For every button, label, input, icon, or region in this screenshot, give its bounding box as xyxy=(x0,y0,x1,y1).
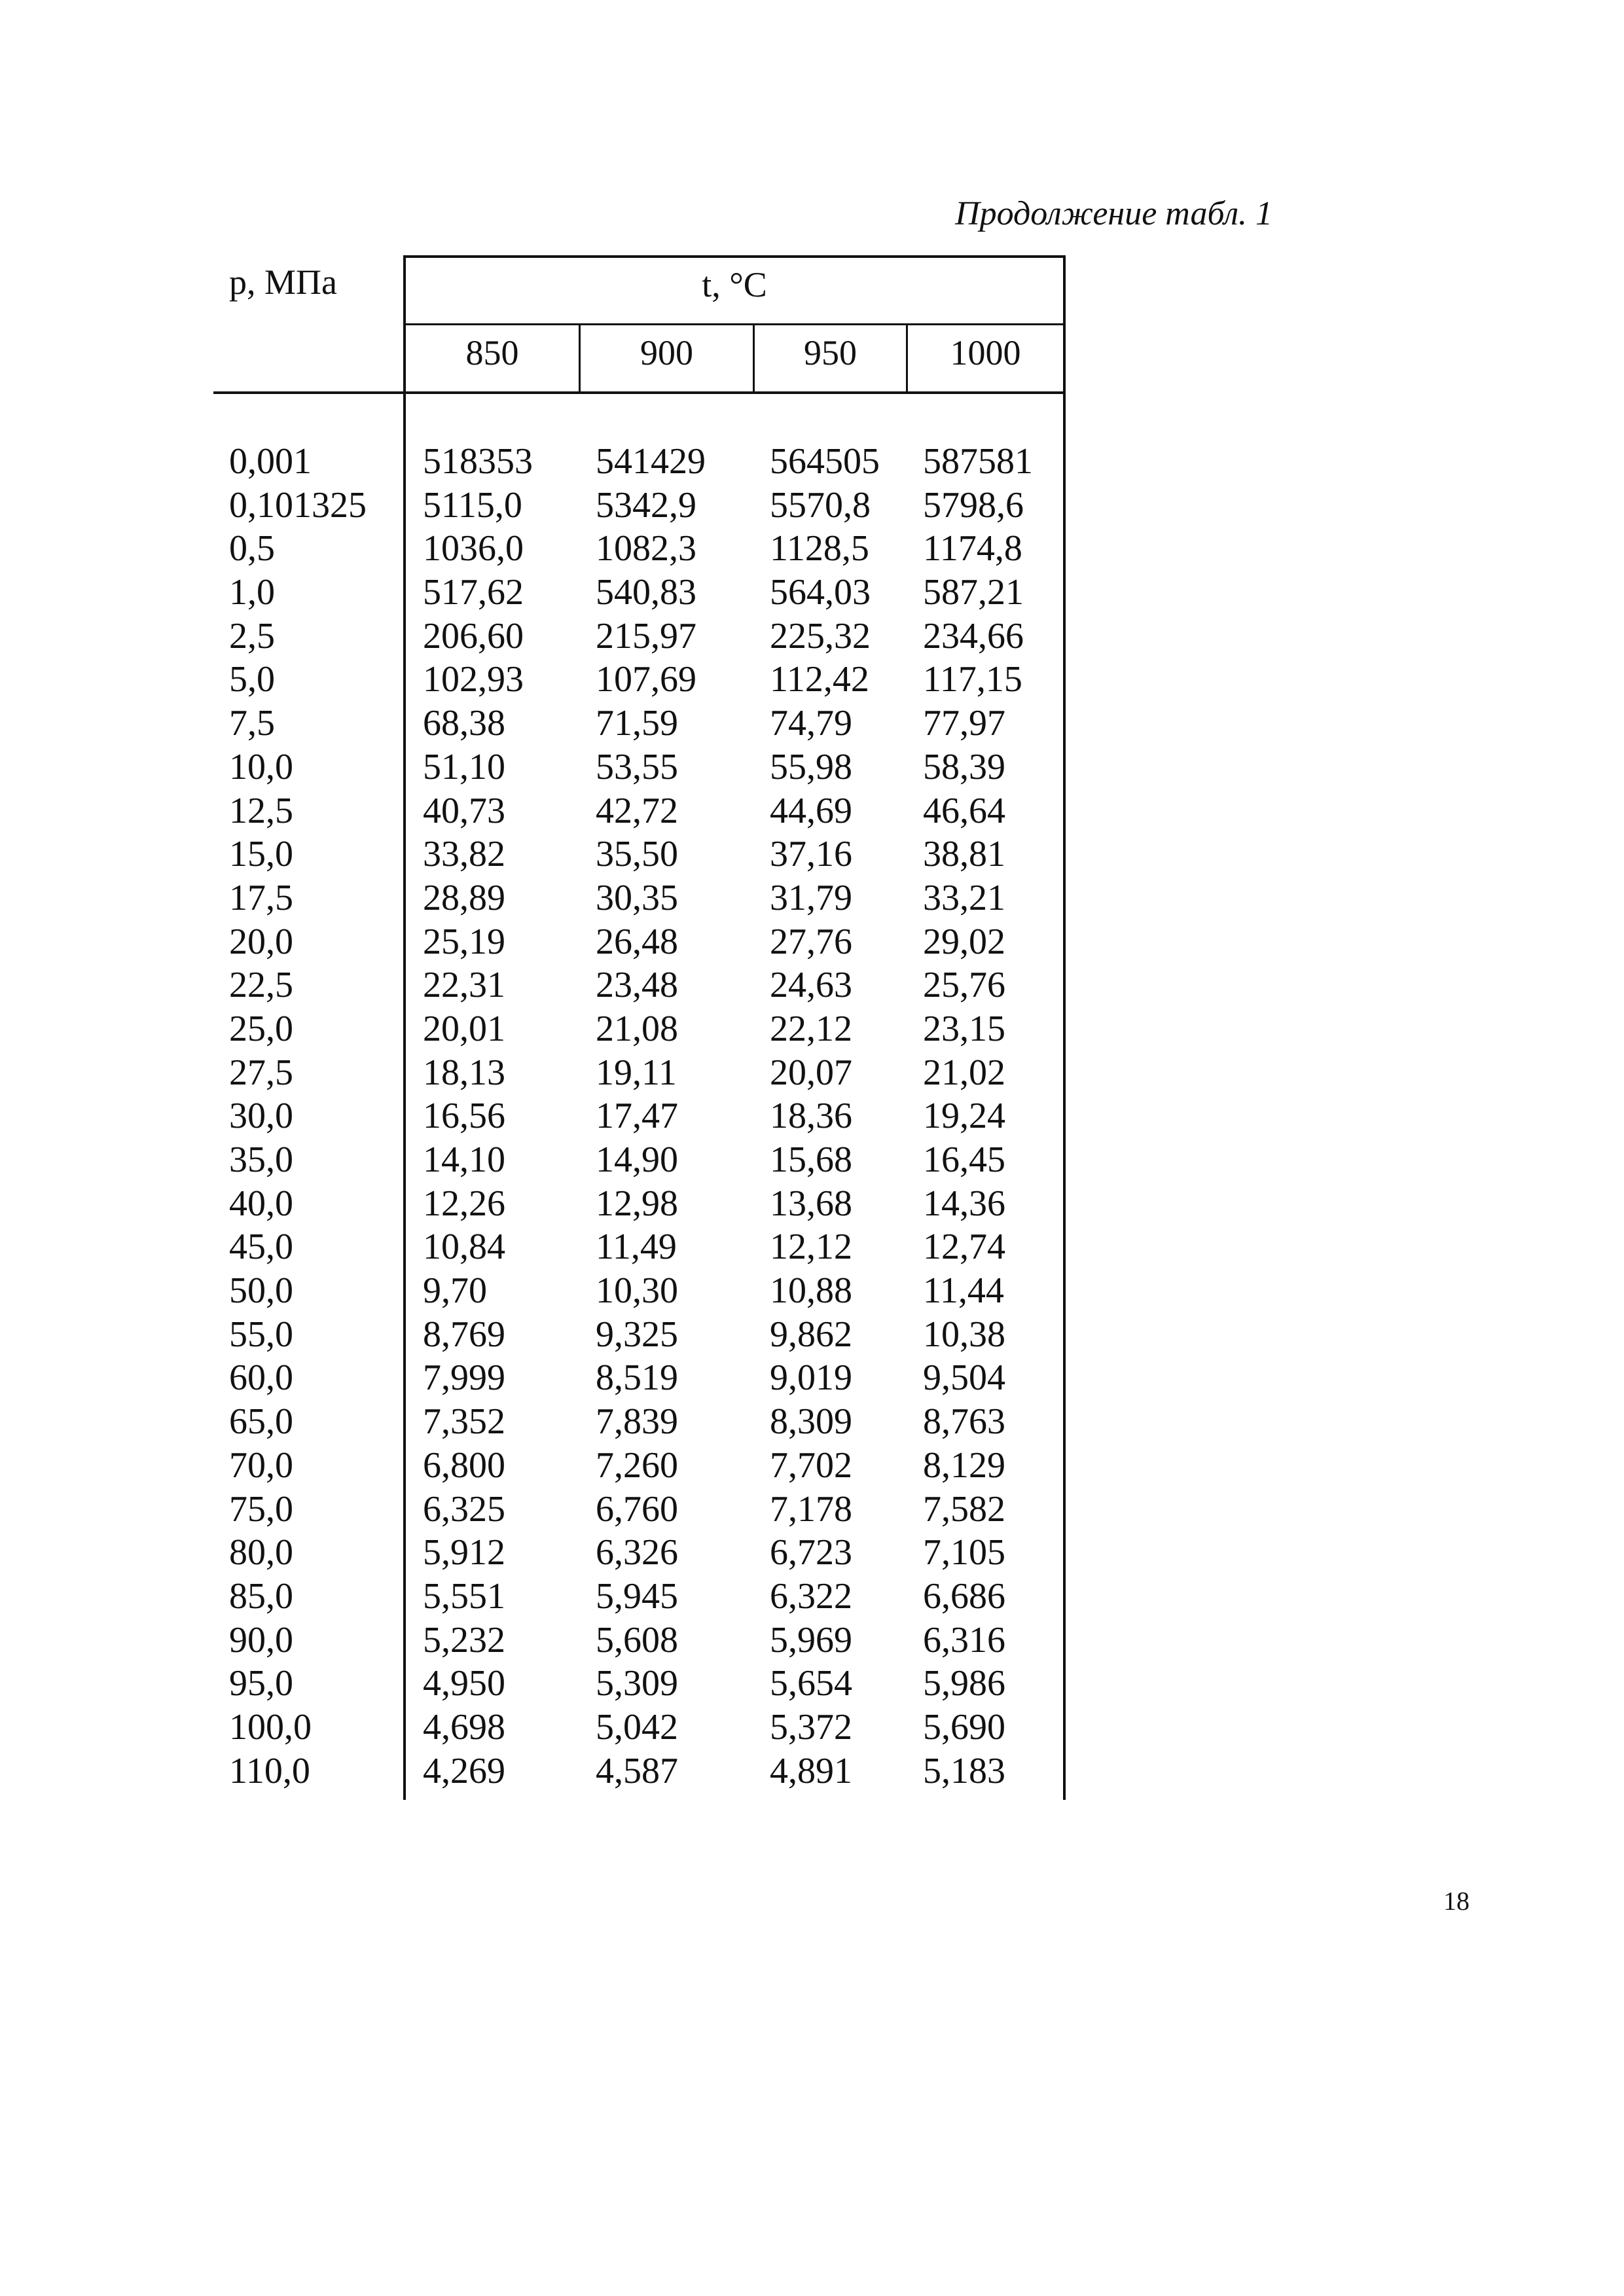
value-950-cell: 10,88 xyxy=(770,1270,852,1312)
value-1000-cell: 117,15 xyxy=(923,659,1022,700)
value-900-cell: 71,59 xyxy=(596,703,678,744)
value-900-cell: 541429 xyxy=(596,441,706,482)
table-row xyxy=(213,789,1064,833)
value-950-cell: 4,891 xyxy=(770,1750,852,1791)
pressure-cell: 30,0 xyxy=(229,1096,293,1137)
table-row xyxy=(213,1313,1064,1357)
value-950-cell: 18,36 xyxy=(770,1096,852,1137)
pressure-cell: 1,0 xyxy=(229,572,275,613)
table-row xyxy=(213,1269,1064,1313)
value-850-cell: 7,999 xyxy=(423,1357,505,1399)
value-1000-cell: 12,74 xyxy=(923,1227,1005,1268)
value-1000-cell: 14,36 xyxy=(923,1183,1005,1224)
value-1000-cell: 46,64 xyxy=(923,790,1005,831)
pressure-column-header: p, МПа xyxy=(229,262,337,302)
pressure-cell: 15,0 xyxy=(229,834,293,875)
value-850-cell: 4,269 xyxy=(423,1750,505,1791)
value-850-cell: 25,19 xyxy=(423,921,505,962)
value-850-cell: 5,551 xyxy=(423,1575,505,1617)
value-850-cell: 4,698 xyxy=(423,1706,505,1748)
table-row xyxy=(213,702,1064,745)
value-900-cell: 42,72 xyxy=(596,790,678,831)
table-row xyxy=(213,963,1064,1007)
pressure-cell: 0,001 xyxy=(229,441,312,482)
value-1000-cell: 7,105 xyxy=(923,1532,1005,1573)
value-850-cell: 6,325 xyxy=(423,1488,505,1530)
value-950-cell: 20,07 xyxy=(770,1052,852,1093)
value-1000-cell: 234,66 xyxy=(923,615,1024,656)
value-1000-cell: 7,582 xyxy=(923,1488,1005,1530)
value-1000-cell: 33,21 xyxy=(923,877,1005,918)
value-900-cell: 5,309 xyxy=(596,1663,678,1704)
value-850-cell: 16,56 xyxy=(423,1096,505,1137)
value-850-cell: 206,60 xyxy=(423,615,524,656)
pressure-cell: 2,5 xyxy=(229,615,275,656)
pressure-cell: 65,0 xyxy=(229,1401,293,1443)
value-950-cell: 5,969 xyxy=(770,1619,852,1660)
value-900-cell: 5,945 xyxy=(596,1575,678,1617)
value-1000-cell: 6,316 xyxy=(923,1619,1005,1660)
table-row xyxy=(213,1444,1064,1488)
value-850-cell: 5115,0 xyxy=(423,484,522,526)
value-850-cell: 10,84 xyxy=(423,1227,505,1268)
table-row xyxy=(213,1619,1064,1662)
value-850-cell: 18,13 xyxy=(423,1052,505,1093)
value-900-cell: 7,260 xyxy=(596,1444,678,1486)
value-850-cell: 33,82 xyxy=(423,834,505,875)
table-row xyxy=(213,1488,1064,1532)
pressure-cell: 25,0 xyxy=(229,1008,293,1049)
table-top-rule xyxy=(406,255,1066,258)
value-850-cell: 68,38 xyxy=(423,703,505,744)
value-1000-cell: 5,986 xyxy=(923,1663,1005,1704)
value-900-cell: 7,839 xyxy=(596,1401,678,1443)
value-900-cell: 12,98 xyxy=(596,1183,678,1224)
value-850-cell: 40,73 xyxy=(423,790,505,831)
value-1000-cell: 25,76 xyxy=(923,965,1005,1006)
value-900-cell: 23,48 xyxy=(596,965,678,1006)
value-950-cell: 564505 xyxy=(770,441,880,482)
value-900-cell: 10,30 xyxy=(596,1270,678,1312)
pressure-cell: 100,0 xyxy=(229,1706,312,1748)
table-row xyxy=(213,1749,1064,1793)
page-number: 18 xyxy=(1443,1886,1470,1916)
value-950-cell: 1128,5 xyxy=(770,528,869,569)
table-row xyxy=(213,1706,1064,1749)
value-900-cell: 1082,3 xyxy=(596,528,696,569)
value-850-cell: 4,950 xyxy=(423,1663,505,1704)
value-950-cell: 5,372 xyxy=(770,1706,852,1748)
table-row xyxy=(213,484,1064,528)
value-950-cell: 9,862 xyxy=(770,1314,852,1355)
temperature-900-header: 900 xyxy=(640,333,693,372)
value-1000-cell: 23,15 xyxy=(923,1008,1005,1049)
value-900-cell: 6,760 xyxy=(596,1488,678,1530)
value-950-cell: 7,178 xyxy=(770,1488,852,1530)
value-850-cell: 518353 xyxy=(423,441,533,482)
pressure-cell: 110,0 xyxy=(229,1750,310,1791)
value-950-cell: 12,12 xyxy=(770,1227,852,1268)
pressure-cell: 17,5 xyxy=(229,877,293,918)
header-bottom-rule xyxy=(213,391,1066,394)
value-1000-cell: 8,763 xyxy=(923,1401,1005,1443)
value-1000-cell: 38,81 xyxy=(923,834,1005,875)
value-1000-cell: 58,39 xyxy=(923,746,1005,787)
pressure-cell: 0,101325 xyxy=(229,484,367,526)
value-900-cell: 8,519 xyxy=(596,1357,678,1399)
table-row xyxy=(213,571,1064,615)
value-1000-cell: 19,24 xyxy=(923,1096,1005,1137)
value-900-cell: 30,35 xyxy=(596,877,678,918)
value-850-cell: 9,70 xyxy=(423,1270,487,1312)
pressure-cell: 7,5 xyxy=(229,703,275,744)
value-950-cell: 44,69 xyxy=(770,790,852,831)
value-950-cell: 5,654 xyxy=(770,1663,852,1704)
value-950-cell: 31,79 xyxy=(770,877,852,918)
pressure-cell: 40,0 xyxy=(229,1183,293,1224)
value-1000-cell: 29,02 xyxy=(923,921,1005,962)
value-950-cell: 564,03 xyxy=(770,572,871,613)
value-850-cell: 6,800 xyxy=(423,1444,505,1486)
value-850-cell: 8,769 xyxy=(423,1314,505,1355)
value-900-cell: 5,608 xyxy=(596,1619,678,1660)
table-row xyxy=(213,1225,1064,1269)
pressure-cell: 45,0 xyxy=(229,1227,293,1268)
table-row xyxy=(213,1051,1064,1095)
value-950-cell: 8,309 xyxy=(770,1401,852,1443)
value-950-cell: 37,16 xyxy=(770,834,852,875)
value-900-cell: 5342,9 xyxy=(596,484,696,526)
value-900-cell: 6,326 xyxy=(596,1532,678,1573)
value-950-cell: 27,76 xyxy=(770,921,852,962)
table-continuation-caption: Продолжение табл. 1 xyxy=(955,195,1272,232)
value-900-cell: 11,49 xyxy=(596,1227,677,1268)
value-950-cell: 24,63 xyxy=(770,965,852,1006)
pressure-cell: 60,0 xyxy=(229,1357,293,1399)
value-850-cell: 1036,0 xyxy=(423,528,524,569)
table-row xyxy=(213,1182,1064,1226)
value-900-cell: 17,47 xyxy=(596,1096,678,1137)
table-row xyxy=(213,1531,1064,1575)
value-1000-cell: 587581 xyxy=(923,441,1033,482)
value-900-cell: 4,587 xyxy=(596,1750,678,1791)
value-950-cell: 7,702 xyxy=(770,1444,852,1486)
table-row xyxy=(213,658,1064,702)
pressure-cell: 22,5 xyxy=(229,965,293,1006)
pressure-cell: 0,5 xyxy=(229,528,275,569)
value-950-cell: 225,32 xyxy=(770,615,871,656)
value-900-cell: 19,11 xyxy=(596,1052,677,1093)
value-950-cell: 22,12 xyxy=(770,1008,852,1049)
value-950-cell: 6,322 xyxy=(770,1575,852,1617)
value-1000-cell: 5,183 xyxy=(923,1750,1005,1791)
value-850-cell: 7,352 xyxy=(423,1401,505,1443)
table-row xyxy=(213,1007,1064,1051)
value-1000-cell: 6,686 xyxy=(923,1575,1005,1617)
table-row xyxy=(213,1138,1064,1182)
value-900-cell: 5,042 xyxy=(596,1706,678,1748)
value-950-cell: 112,42 xyxy=(770,659,869,700)
pressure-cell: 80,0 xyxy=(229,1532,293,1573)
value-950-cell: 55,98 xyxy=(770,746,852,787)
pressure-cell: 20,0 xyxy=(229,921,293,962)
value-1000-cell: 8,129 xyxy=(923,1444,1005,1486)
table-row xyxy=(213,1400,1064,1444)
value-850-cell: 20,01 xyxy=(423,1008,505,1049)
pressure-cell: 12,5 xyxy=(229,790,293,831)
value-900-cell: 26,48 xyxy=(596,921,678,962)
pressure-cell: 95,0 xyxy=(229,1663,293,1704)
value-950-cell: 5570,8 xyxy=(770,484,871,526)
value-950-cell: 13,68 xyxy=(770,1183,852,1224)
value-850-cell: 12,26 xyxy=(423,1183,505,1224)
pressure-cell: 55,0 xyxy=(229,1314,293,1355)
value-900-cell: 9,325 xyxy=(596,1314,678,1355)
value-900-cell: 21,08 xyxy=(596,1008,678,1049)
pressure-cell: 50,0 xyxy=(229,1270,293,1312)
pressure-cell: 5,0 xyxy=(229,659,275,700)
temperature-column-header: t, °C xyxy=(702,265,767,304)
value-900-cell: 540,83 xyxy=(596,572,696,613)
value-1000-cell: 587,21 xyxy=(923,572,1024,613)
value-1000-cell: 5798,6 xyxy=(923,484,1024,526)
value-1000-cell: 10,38 xyxy=(923,1314,1005,1355)
value-950-cell: 6,723 xyxy=(770,1532,852,1573)
pressure-cell: 90,0 xyxy=(229,1619,293,1660)
value-850-cell: 102,93 xyxy=(423,659,524,700)
temperature-950-header: 950 xyxy=(804,333,857,372)
temperature-850-header: 850 xyxy=(465,333,519,372)
value-1000-cell: 11,44 xyxy=(923,1270,1004,1312)
value-900-cell: 107,69 xyxy=(596,659,696,700)
value-850-cell: 5,232 xyxy=(423,1619,505,1660)
table-row xyxy=(213,920,1064,964)
value-950-cell: 74,79 xyxy=(770,703,852,744)
value-850-cell: 14,10 xyxy=(423,1139,505,1180)
pressure-cell: 85,0 xyxy=(229,1575,293,1617)
value-900-cell: 53,55 xyxy=(596,746,678,787)
table-body xyxy=(213,440,1064,1793)
value-850-cell: 22,31 xyxy=(423,965,505,1006)
value-950-cell: 9,019 xyxy=(770,1357,852,1399)
table-row xyxy=(213,440,1064,484)
value-1000-cell: 1174,8 xyxy=(923,528,1022,569)
pressure-cell: 35,0 xyxy=(229,1139,293,1180)
value-850-cell: 28,89 xyxy=(423,877,505,918)
temperature-1000-header: 1000 xyxy=(950,333,1021,372)
pressure-cell: 70,0 xyxy=(229,1444,293,1486)
value-850-cell: 51,10 xyxy=(423,746,505,787)
value-1000-cell: 21,02 xyxy=(923,1052,1005,1093)
pressure-cell: 10,0 xyxy=(229,746,293,787)
table-row xyxy=(213,1356,1064,1400)
value-950-cell: 15,68 xyxy=(770,1139,852,1180)
table-row xyxy=(213,833,1064,876)
pressure-cell: 27,5 xyxy=(229,1052,293,1093)
table-row xyxy=(213,745,1064,789)
value-1000-cell: 77,97 xyxy=(923,703,1005,744)
value-1000-cell: 9,504 xyxy=(923,1357,1005,1399)
value-900-cell: 35,50 xyxy=(596,834,678,875)
value-900-cell: 215,97 xyxy=(596,615,696,656)
value-900-cell: 14,90 xyxy=(596,1139,678,1180)
value-850-cell: 5,912 xyxy=(423,1532,505,1573)
value-850-cell: 517,62 xyxy=(423,572,524,613)
temperature-header-rule xyxy=(406,323,1066,325)
table-row xyxy=(213,1662,1064,1706)
table-row xyxy=(213,527,1064,571)
pressure-cell: 75,0 xyxy=(229,1488,293,1530)
value-1000-cell: 5,690 xyxy=(923,1706,1005,1748)
table-row xyxy=(213,615,1064,658)
table-row xyxy=(213,1094,1064,1138)
value-1000-cell: 16,45 xyxy=(923,1139,1005,1180)
table-row xyxy=(213,876,1064,920)
table-row xyxy=(213,1575,1064,1619)
